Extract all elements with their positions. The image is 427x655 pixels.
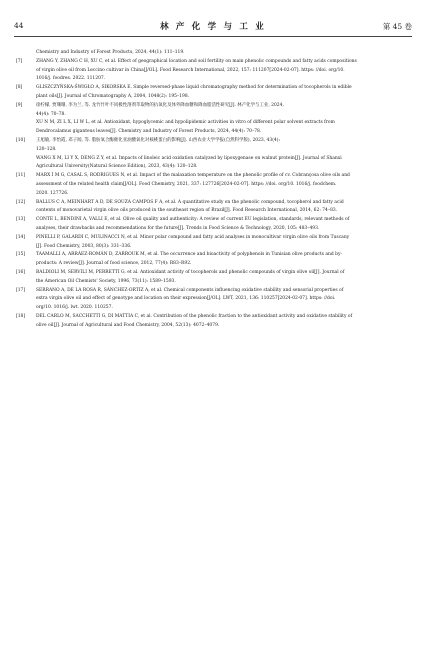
- reference-entry: [16, 155, 409, 173]
- reference-line: CONTE L, BENDINI A, VALLI E, et al. Olive oil quality and authenticity: A review of current EU legislation, standards, relevant methods of: [36, 217, 350, 223]
- reference-entry: [16, 172, 409, 198]
- reference-line: BALDIOLI M, SERVILI M, PERRETTI G, et al. Antioxidant activity of tocopherols and phenolic compounds of virgin olive oil[J]. Journal of: [36, 269, 345, 275]
- reference-line: plant oils[J]. Journal of Chromatography A, 2004, 1048(2): 195–198.: [36, 93, 190, 99]
- reference-line: WANG X M, LI Y X, DENG Z Y, et al. Impacts of linoleic acid oxidation catalyzed by lipoxygenase on walnut protein[J]. Journal of Shanxi: [36, 155, 342, 161]
- reference-entry: [16, 287, 409, 313]
- reference-number: [13]: [16, 217, 26, 223]
- reference-number: [9]: [16, 102, 23, 108]
- reference-entry: [16, 137, 409, 155]
- reference-line: 120–128.: [36, 146, 57, 152]
- reference-number: [15]: [16, 252, 26, 258]
- reference-line: TAAMALLI A, ARRÁEZ-ROMÁN D, ZARROUK M, et al. The occurrence and bioactivity of polyphenols in Tunisian olive products and by-: [36, 252, 342, 258]
- reference-entry: [16, 119, 409, 137]
- reference-line: the American Oil Chemists' Society, 1996, 73(11): 1589–1593.: [36, 278, 176, 284]
- reference-line: Dendrocalamus giganteus leaves[J]. Chemistry and Industry of Forest Products, 2024, 44(4): 70–78.: [36, 129, 262, 135]
- reference-number: [7]: [16, 58, 23, 64]
- page-number: 44: [14, 21, 24, 30]
- reference-entry: [16, 49, 409, 58]
- reference-line: BALLUS C A, MEINHART A D, DE SOUZA CAMPOS F A, et al. A quantitative study on the phenolic compound, tocopherol and fatty acid: [36, 199, 344, 205]
- reference-line: [J]. Food Chemistry, 2003, 80(3): 331–336.: [36, 243, 132, 249]
- reference-number: [17]: [16, 287, 26, 293]
- reference-entry: [16, 313, 409, 331]
- reference-line: ZHANG Y, ZHANG C H, XU C, et al. Effect of geographical location and soil fertility on main phenolic compounds and fatty acids compositions: [36, 58, 357, 64]
- reference-number: [11]: [16, 173, 26, 179]
- reference-entry: [16, 251, 409, 269]
- reference-line: DEL CARLO M, SACCHETTI G, DI MATTIA C, et al. Contribution of the phenolic fraction to the antioxidant activity and oxidative stability of: [36, 313, 353, 319]
- reference-line: org/10. 1016/j. lwt. 2020. 110257.: [36, 305, 113, 311]
- reference-number: [12]: [16, 199, 26, 205]
- reference-line: 1016/j. foodres. 2022. 111207.: [36, 76, 106, 82]
- reference-entry: [16, 234, 409, 252]
- reference-line: contents of monovarietal virgin olive oils produced in the southeast region of Brazil[J]. Food Research International, 2014, 62: 74–83.: [36, 208, 338, 214]
- reference-line: SERRANO A, DE LA ROSA R, SÁNCHEZ-ORTIZ A, et al. Chemical components influencing oxidative stability and sensorial properties of: [36, 287, 344, 293]
- reference-entry: [16, 216, 409, 234]
- page-header: [14, 21, 412, 35]
- reference-entry: [16, 199, 409, 217]
- reference-entry: [16, 102, 409, 120]
- reference-line: analyses, their drawbacks and recommendations for the future[J]. Trends in Food Science & Technology, 2020, 105: 483–493.: [36, 225, 320, 231]
- reference-line: PINELLI P, GALARDI C, MULINACCI N, et al. Minor polar compound and fatty acid analyses in monocultivar virgin olive oils from Tuscany: [36, 234, 350, 240]
- header-rule: [14, 36, 412, 37]
- reference-number: [14]: [16, 234, 26, 240]
- reference-number: [16]: [16, 269, 26, 275]
- reference-line: assessment of the related health claim[J/OL]. Food Chemistry, 2021, 337: 127726[2024-02-07]. https: //doi. org/10. 1016/j. foodchem.: [36, 181, 337, 187]
- reference-line: 王旭敏, 李怡霞, 邓子闻, 等. 脂肪氧合酶催化亚油酸氧化对核桃蛋白的影响[J]. 山西农业大学学报(自然科学版), 2023, 43(4):: [36, 137, 280, 143]
- reference-line: Agricultural University(Natural Science Edition), 2023, 43(4): 120–128.: [36, 164, 198, 170]
- reference-line: 2020. 127726.: [36, 190, 69, 196]
- reference-line: GLISZCZYŃSKA-ŚWIGŁO A, SIKORSKA E. Simple reversed-phase liquid chromatography method for determination of tocopherols in edible: [36, 85, 352, 91]
- reference-entry: [16, 58, 409, 84]
- reference-line: olive oil[J]. Journal of Agricultural and Food Chemistry, 2004, 52(13): 4072–4079.: [36, 322, 220, 328]
- reference-line: products: A review[J]. Journal of food science, 2012, 77(4): R83–R92.: [36, 261, 192, 267]
- reference-number: [18]: [16, 313, 26, 319]
- reference-line: 徐柠檬, 贾珊珊, 李为兰, 等. 龙竹竹叶不同极性溶剂萃取物的抗氧化及体外降血糖和降血脂活性研究[J]. 林产化学与工业, 2024,: [36, 102, 284, 108]
- reference-line: XU N M, ZI L X, LI W L, et al. Antioxidant, hypoglycemic and hypolipidemic activities in vitro of different polar solvent extracts from: [36, 120, 335, 126]
- reference-entry: [16, 269, 409, 287]
- reference-number: [8]: [16, 85, 23, 91]
- reference-line: 44(4): 70–78.: [36, 111, 66, 117]
- reference-list: [16, 49, 409, 331]
- reference-number: [10]: [16, 137, 26, 143]
- volume-label: 第 45 卷: [382, 22, 412, 31]
- reference-entry: [16, 84, 409, 102]
- reference-line: Chemistry and Industry of Forest Products, 2024, 44(1): 111–119.: [36, 50, 185, 55]
- reference-line: of virgin olive oil from Leccino cultivar in China[J/OL]. Food Research International, 2022, 157: 111207[2024-02-07]. https: //doi. org/10.: [36, 67, 345, 73]
- reference-line: extra virgin olive oil and effect of genotype and location on their expression[J/OL]. LWT, 2021, 136: 110257[2024-02-07]. https: //doi.: [36, 296, 336, 302]
- journal-title: 林 产 化 学 与 工 业: [160, 22, 266, 32]
- reference-line: MARX Í M G, CASAL S, RODRIGUES N, et al. Impact of the malaxation temperature on the phenolic profile of cv. Cobrançosa olive oils and: [36, 173, 350, 179]
